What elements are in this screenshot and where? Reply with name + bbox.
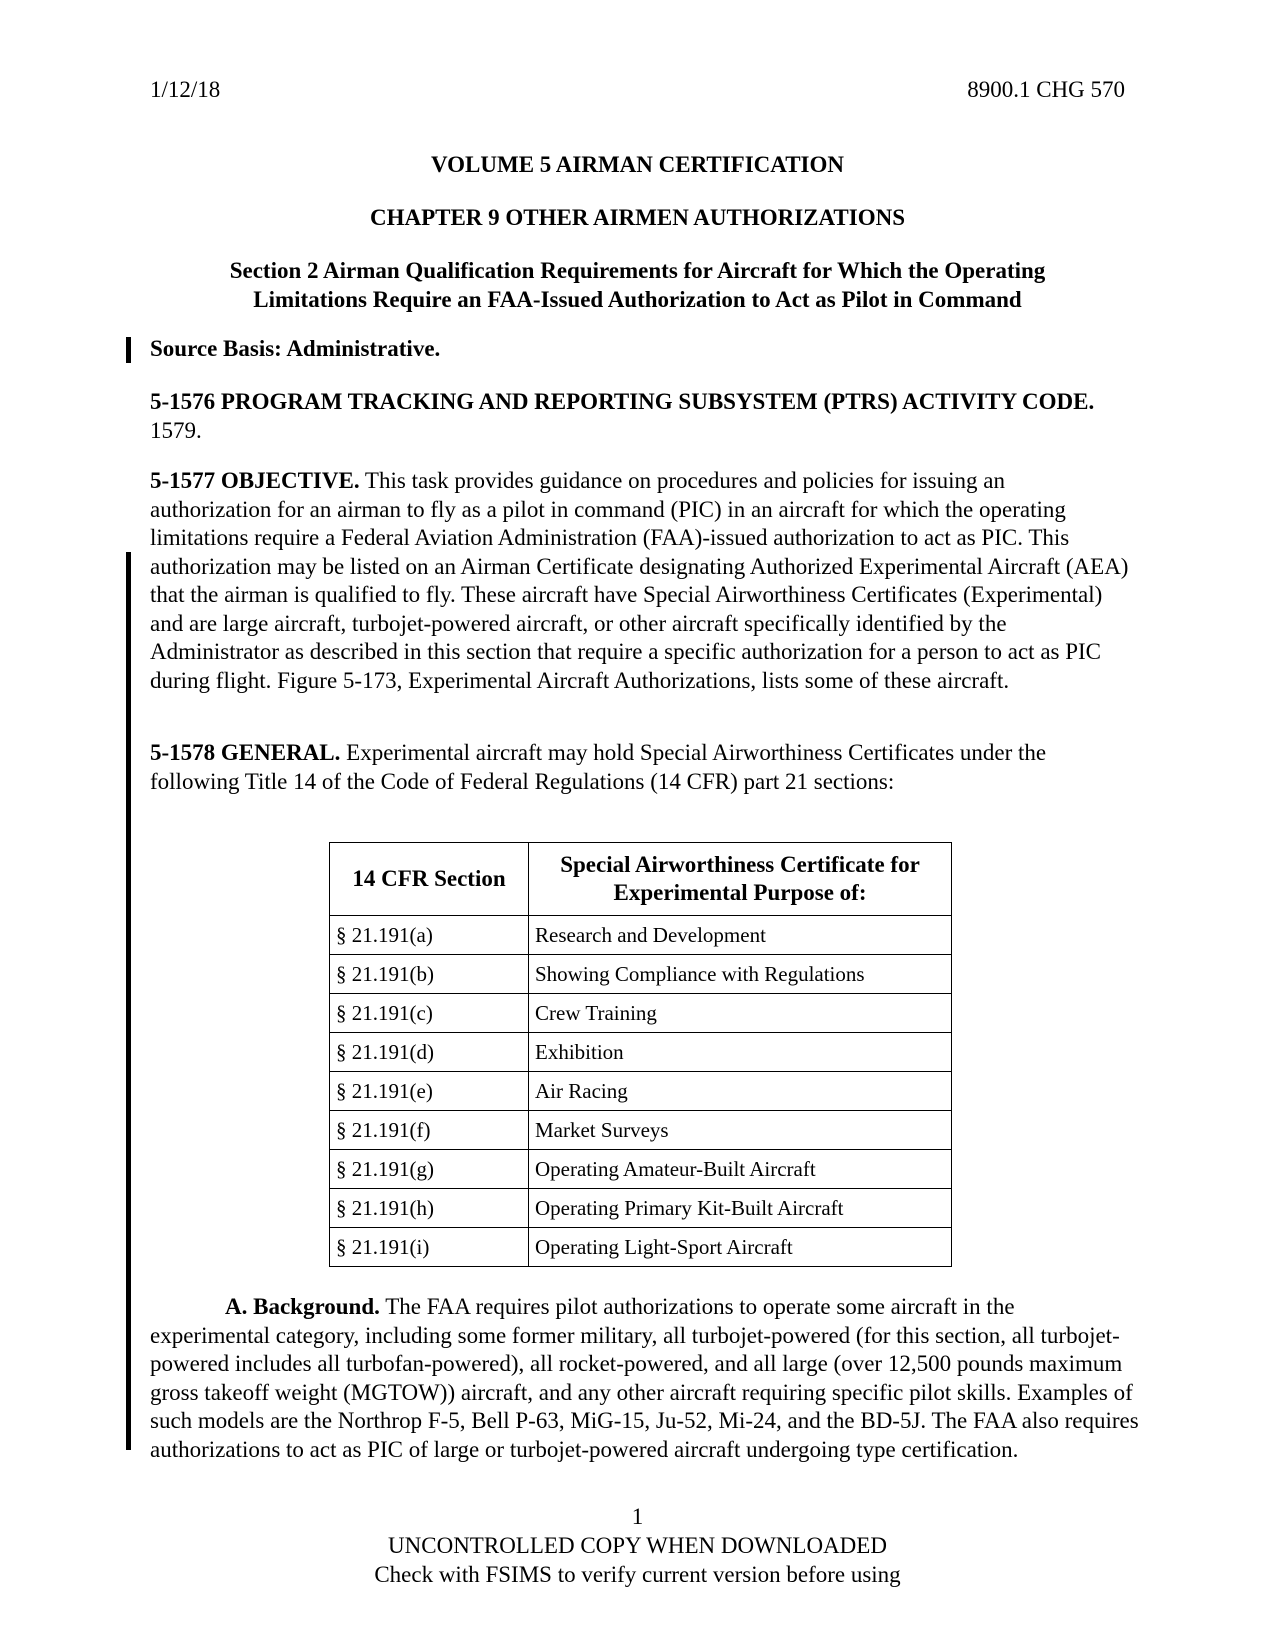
cell-purpose: Research and Development bbox=[529, 916, 952, 955]
cell-section: § 21.191(g) bbox=[330, 1150, 529, 1189]
cell-purpose: Operating Amateur-Built Aircraft bbox=[529, 1150, 952, 1189]
table-row bbox=[330, 1228, 952, 1267]
paragraph-5-1578-heading: 5-1578 GENERAL. bbox=[150, 740, 341, 765]
column-header-section: 14 CFR Section bbox=[330, 843, 529, 916]
change-bar-source bbox=[126, 337, 131, 363]
section-title bbox=[0, 257, 1275, 314]
paragraph-5-1577 bbox=[150, 467, 1130, 695]
paragraph-5-1576 bbox=[150, 388, 1130, 445]
cell-section: § 21.191(f) bbox=[330, 1111, 529, 1150]
table-row bbox=[330, 1033, 952, 1072]
paragraph-5-1578 bbox=[150, 739, 1130, 796]
header-doc-id: 8900.1 CHG 570 bbox=[967, 77, 1125, 102]
paragraph-background bbox=[150, 1293, 1140, 1464]
table-row bbox=[330, 994, 952, 1033]
table-row bbox=[330, 916, 952, 955]
cell-purpose: Operating Light-Sport Aircraft bbox=[529, 1228, 952, 1267]
chapter-title: CHAPTER 9 OTHER AIRMEN AUTHORIZATIONS bbox=[369, 205, 906, 230]
paragraph-5-1577-text: This task provides guidance on procedures and policies for issuing an authorization for an airman to fly as a pilot in command (PIC) in an aircraft for which the operating limitations require a Federal Aviation Administration (FAA)-issued authorization to act as PIC. This authorization may be listed on an Airman Certificate designating Authorized Experimental Aircraft (AEA) that the airman is qualified to fly. These aircraft have Special Airworthiness Certificates (Experimental) and are large aircraft, turbojet-powered aircraft, or other aircraft specifically identified by the Administrator as described in this section that require a specific authorization for a person to act as PIC during flight. Figure 5-173, Experimental Aircraft Authorizations, lists some of these aircraft. bbox=[150, 468, 1129, 693]
change-bar-main bbox=[126, 552, 131, 1450]
table-row bbox=[330, 1189, 952, 1228]
section-title-line1: Section 2 Airman Qualification Requirements for Aircraft for Which the Operating bbox=[229, 258, 1046, 283]
table-row bbox=[330, 1072, 952, 1111]
cell-section: § 21.191(e) bbox=[330, 1072, 529, 1111]
section-title-line2: Limitations Require an FAA-Issued Authorization to Act as Pilot in Command bbox=[253, 286, 1022, 312]
cell-purpose: Market Surveys bbox=[529, 1111, 952, 1150]
paragraph-5-1578-text: Experimental aircraft may hold Special Airworthiness Certificates under the following Title 14 of the Code of Federal Regulations (14 CFR) part 21 sections: bbox=[150, 740, 1047, 794]
cell-purpose: Crew Training bbox=[529, 994, 952, 1033]
table-row bbox=[330, 1150, 952, 1189]
cfr-sections-table bbox=[329, 842, 952, 1267]
paragraph-background-heading: A. Background. bbox=[225, 1294, 380, 1319]
paragraph-background-text: The FAA requires pilot authorizations to operate some aircraft in the experimental category, including some former military, all turbojet-powered (for this section, all turbojet-powered includes all turbofan-powered), all rocket-powered, and all large (over 12,500 pounds maximum gross takeoff weight (MGTOW)) aircraft, and any other aircraft requiring specific pilot skills. Examples of such models are the Northrop F-5, Bell P-63, MiG-15, Ju-52, Mi-24, and the BD-5J. The FAA also requires authorizations to act as PIC of large or turbojet-powered aircraft undergoing type certification. bbox=[150, 1294, 1139, 1462]
cell-purpose: Air Racing bbox=[529, 1072, 952, 1111]
paragraph-5-1576-heading: 5-1576 PROGRAM TRACKING AND REPORTING SUBSYSTEM (PTRS) ACTIVITY CODE. bbox=[150, 389, 1095, 414]
footer-uncontrolled-notice: UNCONTROLLED COPY WHEN DOWNLOADED bbox=[388, 1533, 887, 1558]
source-basis: Source Basis: Administrative. bbox=[150, 336, 441, 361]
table-row bbox=[330, 955, 952, 994]
page-number: 1 bbox=[631, 1504, 644, 1529]
cell-section: § 21.191(b) bbox=[330, 955, 529, 994]
cell-purpose: Operating Primary Kit-Built Aircraft bbox=[529, 1189, 952, 1228]
cell-section: § 21.191(d) bbox=[330, 1033, 529, 1072]
cell-section: § 21.191(a) bbox=[330, 916, 529, 955]
paragraph-5-1576-text: 1579. bbox=[150, 417, 202, 443]
footer-fsims-notice: Check with FSIMS to verify current version before using bbox=[374, 1562, 901, 1587]
cell-section: § 21.191(h) bbox=[330, 1189, 529, 1228]
table-header-row bbox=[330, 843, 952, 916]
header-date: 1/12/18 bbox=[150, 77, 221, 102]
paragraph-5-1577-heading: 5-1577 OBJECTIVE. bbox=[150, 468, 360, 493]
cell-purpose: Exhibition bbox=[529, 1033, 952, 1072]
volume-title: VOLUME 5 AIRMAN CERTIFICATION bbox=[431, 152, 844, 177]
cell-purpose: Showing Compliance with Regulations bbox=[529, 955, 952, 994]
cell-section: § 21.191(i) bbox=[330, 1228, 529, 1267]
column-header-purpose: Special Airworthiness Certificate for Experimental Purpose of: bbox=[529, 843, 952, 916]
table-row bbox=[330, 1111, 952, 1150]
cell-section: § 21.191(c) bbox=[330, 994, 529, 1033]
